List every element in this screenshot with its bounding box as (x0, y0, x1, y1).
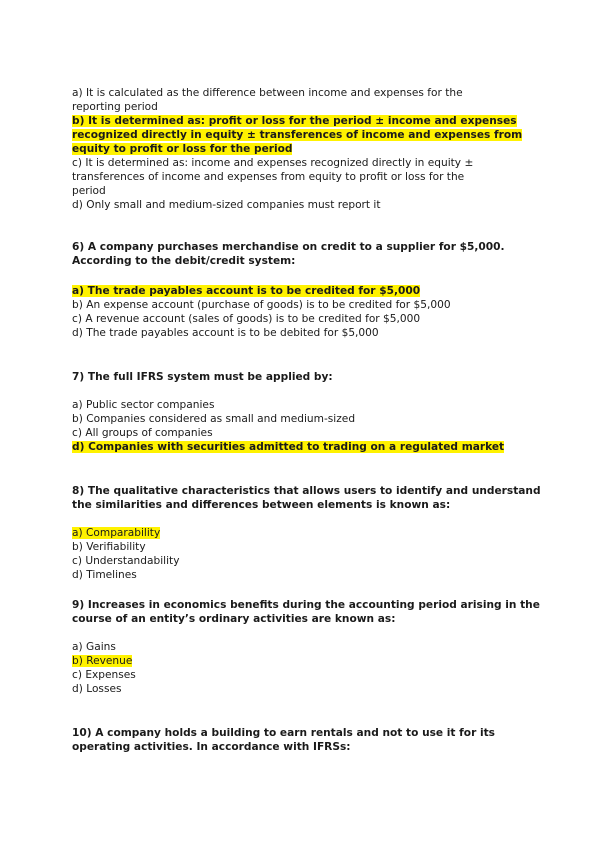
q5-option-b-line-3: equity to profit or loss for the period (72, 143, 293, 155)
q7-option-a: a) Public sector companies (72, 399, 215, 411)
question-8-options (72, 526, 532, 582)
question-6 (72, 240, 532, 268)
q9-option-b: b) Revenue (72, 655, 133, 667)
q5-option-c-line-3: period (72, 185, 106, 197)
question-9-options (72, 640, 532, 696)
q9-question-line-2: course of an entity’s ordinary activities are known as: (72, 613, 396, 625)
q8-question-line-1: 8) The qualitative characteristics that allows users to identify and understand (72, 485, 541, 497)
q9-option-d: d) Losses (72, 683, 122, 695)
q5-option-a-line-2: reporting period (72, 101, 158, 113)
q5-option-a-line-1: a) It is calculated as the difference between income and expenses for the (72, 87, 463, 99)
question-8 (72, 484, 541, 512)
q6-question-line-2: According to the debit/credit system: (72, 255, 296, 267)
q8-option-b: b) Verifiability (72, 541, 146, 553)
question-7 (72, 370, 532, 384)
q6-option-c: c) A revenue account (sales of goods) is to be credited for $5,000 (72, 313, 421, 325)
question-5-options (72, 86, 532, 212)
q8-option-a: a) Comparability (72, 527, 161, 539)
q9-option-a: a) Gains (72, 641, 116, 653)
q5-option-c-line-1: c) It is determined as: income and expenses recognized directly in equity ± (72, 157, 474, 169)
q7-option-c: c) All groups of companies (72, 427, 213, 439)
q6-question-line-1: 6) A company purchases merchandise on credit to a supplier for $5,000. (72, 241, 505, 253)
question-10 (72, 726, 532, 754)
q8-option-d: d) Timelines (72, 569, 137, 581)
q9-option-c: c) Expenses (72, 669, 136, 681)
q8-question-line-2: the similarities and differences between elements is known as: (72, 499, 451, 511)
q8-option-c: c) Understandability (72, 555, 180, 567)
question-7-options (72, 398, 532, 454)
q5-option-b-line-1: b) It is determined as: profit or loss for the period ± income and expenses (72, 115, 517, 127)
q7-option-b: b) Companies considered as small and medium-sized (72, 413, 356, 425)
q6-option-b: b) An expense account (purchase of goods) is to be credited for $5,000 (72, 299, 451, 311)
q5-option-b-line-2: recognized directly in equity ± transferences of income and expenses from (72, 129, 523, 141)
question-6-options (72, 284, 532, 340)
q5-option-d: d) Only small and medium-sized companies must report it (72, 199, 381, 211)
q9-question-line-1: 9) Increases in economics benefits during the accounting period arising in the (72, 599, 540, 611)
q7-option-d: d) Companies with securities admitted to trading on a regulated market (72, 441, 505, 453)
q10-question-line-2: operating activities. In accordance with IFRSs: (72, 741, 351, 753)
q10-question-line-1: 10) A company holds a building to earn rentals and not to use it for its (72, 727, 495, 739)
q5-option-c-line-2: transferences of income and expenses from equity to profit or loss for the (72, 171, 465, 183)
q7-question: 7) The full IFRS system must be applied by: (72, 371, 333, 383)
question-9 (72, 598, 540, 626)
q6-option-d: d) The trade payables account is to be debited for $5,000 (72, 327, 379, 339)
q6-option-a: a) The trade payables account is to be credited for $5,000 (72, 285, 421, 297)
